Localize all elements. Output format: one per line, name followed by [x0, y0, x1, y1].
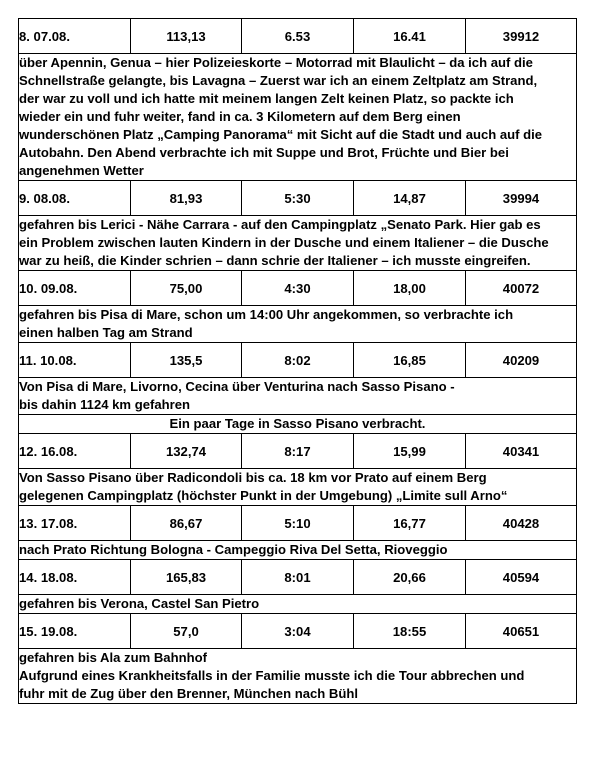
stage-duration: 8:01	[242, 560, 354, 595]
stage-average-speed: 16.41	[354, 19, 466, 54]
stage-date: 8. 07.08.	[19, 19, 131, 54]
stage-notes	[19, 54, 577, 181]
note-line: wieder ein und fuhr weiter, fand in ca. 3 Kilometern auf dem Berg einen	[19, 109, 461, 124]
stage-notes	[19, 541, 577, 560]
travel-log-table	[18, 18, 577, 704]
stage-row	[19, 181, 577, 216]
stage-odometer: 40209	[466, 343, 577, 378]
stage-average-speed: 18:55	[354, 614, 466, 649]
stage-row	[19, 271, 577, 306]
note-line: über Apennin, Genua – hier Polizeieskorte – Motorrad mit Blaulicht – da ich auf die	[19, 55, 533, 70]
stage-row	[19, 560, 577, 595]
stage-duration: 8:17	[242, 434, 354, 469]
stage-notes	[19, 306, 577, 343]
stage-row	[19, 506, 577, 541]
stage-date: 10. 09.08.	[19, 271, 131, 306]
stage-average-speed: 20,66	[354, 560, 466, 595]
stage-distance: 81,93	[131, 181, 242, 216]
stage-average-speed: 16,85	[354, 343, 466, 378]
stage-odometer: 39912	[466, 19, 577, 54]
stage-date: 11. 10.08.	[19, 343, 131, 378]
note-line: Schnellstraße gelangte, bis Lavagna – Zuerst war ich an einem Zeltplatz am Strand,	[19, 73, 538, 88]
stage-average-speed: 18,00	[354, 271, 466, 306]
stage-notes-row	[19, 469, 577, 506]
note-line: war zu heiß, die Kinder schrien – dann schrie der Italiener – ich musste eingreifen.	[19, 253, 531, 268]
stage-odometer: 40072	[466, 271, 577, 306]
note-line: bis dahin 1124 km gefahren	[19, 397, 191, 412]
stage-duration: 5:10	[242, 506, 354, 541]
stage-row	[19, 19, 577, 54]
stage-duration: 4:30	[242, 271, 354, 306]
note-line: angenehmen Wetter	[19, 163, 144, 178]
stage-odometer: 39994	[466, 181, 577, 216]
stage-row	[19, 343, 577, 378]
stage-notes-row	[19, 649, 577, 704]
stage-duration: 6.53	[242, 19, 354, 54]
note-line: gefahren bis Pisa di Mare, schon um 14:00 Uhr angekommen, so verbrachte ich	[19, 307, 514, 322]
stage-duration: 5:30	[242, 181, 354, 216]
stage-notes-row	[19, 54, 577, 181]
stage-notes	[19, 469, 577, 506]
stage-distance: 165,83	[131, 560, 242, 595]
stage-notes-row	[19, 541, 577, 560]
stage-distance: 75,00	[131, 271, 242, 306]
note-line: Von Sasso Pisano über Radicondoli bis ca. 18 km vor Prato auf einem Berg	[19, 470, 487, 485]
stage-date: 15. 19.08.	[19, 614, 131, 649]
note-line: Autobahn. Den Abend verbrachte ich mit Suppe und Brot, Früchte und Bier bei	[19, 145, 509, 160]
stage-row	[19, 614, 577, 649]
note-line: nach Prato Richtung Bologna - Campeggio Riva Del Setta, Rioveggio	[19, 542, 448, 557]
stage-date: 9. 08.08.	[19, 181, 131, 216]
stage-notes	[19, 649, 577, 704]
stage-duration: 8:02	[242, 343, 354, 378]
note-line: Von Pisa di Mare, Livorno, Cecina über Venturina nach Sasso Pisano -	[19, 379, 455, 394]
stage-notes-row	[19, 216, 577, 271]
stage-distance: 113,13	[131, 19, 242, 54]
note-line: Aufgrund eines Krankheitsfalls in der Familie musste ich die Tour abbrechen und	[19, 668, 525, 683]
stage-odometer: 40651	[466, 614, 577, 649]
travel-log-body	[19, 19, 577, 704]
note-line: wunderschönen Platz „Camping Panorama“ mit Sicht auf die Stadt und auch auf die	[19, 127, 543, 142]
stage-average-speed: 14,87	[354, 181, 466, 216]
stage-notes-row	[19, 306, 577, 343]
note-line: fuhr mit de Zug über den Brenner, München nach Bühl	[19, 686, 358, 701]
stage-notes	[19, 216, 577, 271]
rest-days-note: Ein paar Tage in Sasso Pisano verbracht.	[19, 415, 577, 434]
stage-distance: 132,74	[131, 434, 242, 469]
stage-distance: 57,0	[131, 614, 242, 649]
note-line: gefahren bis Lerici - Nähe Carrara - auf den Campingplatz „Senato Park. Hier gab es	[19, 217, 541, 232]
note-line: gefahren bis Verona, Castel San Pietro	[19, 596, 260, 611]
note-line: gefahren bis Ala zum Bahnhof	[19, 650, 207, 665]
stage-date: 14. 18.08.	[19, 560, 131, 595]
stage-date: 13. 17.08.	[19, 506, 131, 541]
stage-distance: 86,67	[131, 506, 242, 541]
note-line: gelegenen Campingplatz (höchster Punkt in der Umgebung) „Limite sull Arno“	[19, 488, 508, 503]
stage-notes	[19, 595, 577, 614]
stage-odometer: 40428	[466, 506, 577, 541]
stage-notes-row	[19, 595, 577, 614]
stage-odometer: 40341	[466, 434, 577, 469]
note-line: einen halben Tag am Strand	[19, 325, 193, 340]
stage-notes-row	[19, 378, 577, 415]
stage-date: 12. 16.08.	[19, 434, 131, 469]
stage-odometer: 40594	[466, 560, 577, 595]
stage-row	[19, 434, 577, 469]
rest-days-row	[19, 415, 577, 434]
stage-distance: 135,5	[131, 343, 242, 378]
note-line: der war zu voll und ich hatte mit meinem langen Zelt keinen Platz, so packte ich	[19, 91, 514, 106]
stage-notes	[19, 378, 577, 415]
stage-duration: 3:04	[242, 614, 354, 649]
note-line: ein Problem zwischen lauten Kindern in der Dusche und einem Italiener – die Dusche	[19, 235, 549, 250]
stage-average-speed: 16,77	[354, 506, 466, 541]
stage-average-speed: 15,99	[354, 434, 466, 469]
